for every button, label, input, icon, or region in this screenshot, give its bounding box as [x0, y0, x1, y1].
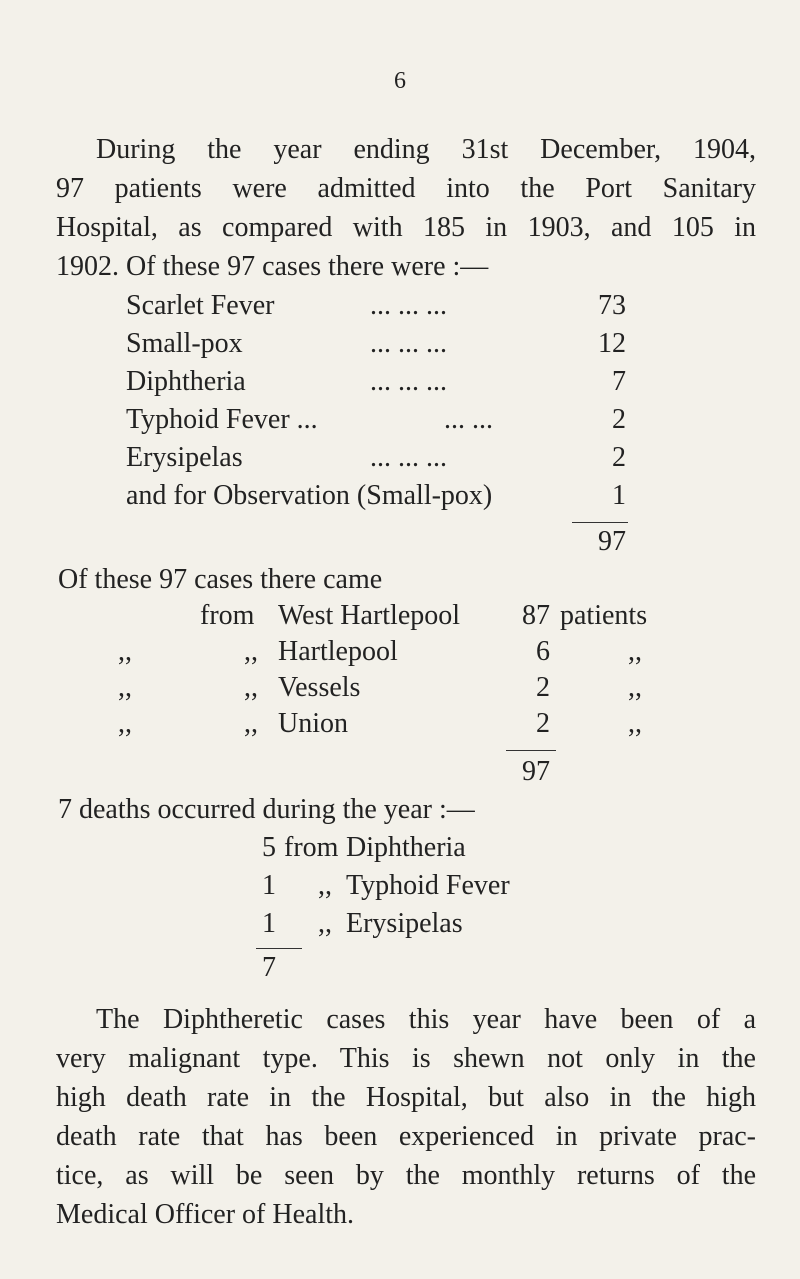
leader-dots: ... ... ...: [370, 366, 447, 397]
disease-count: 2: [612, 404, 626, 435]
death-count: 1: [262, 870, 276, 901]
closing-line: The Diphtheretic cases this year have been of a: [96, 1004, 756, 1035]
leader-dots: ... ... ...: [370, 328, 447, 359]
disease-count: 73: [598, 290, 626, 321]
death-cause: Typhoid Fever: [346, 870, 510, 901]
origin-count: 2: [536, 672, 550, 703]
disease-total: 97: [598, 526, 626, 557]
ditto-mark: ,,: [244, 636, 258, 667]
deaths-total: 7: [262, 952, 276, 983]
sum-rule: [572, 522, 628, 523]
death-count: 1: [262, 908, 276, 939]
ditto-mark: ,,: [628, 708, 642, 739]
origin-unit: patients: [560, 600, 648, 631]
intro-line: Hospital, as compared with 185 in 1903, and 105 in: [56, 212, 756, 243]
origin-place: West Hartlepool: [278, 600, 461, 631]
disease-count: 7: [612, 366, 626, 397]
origin-count: 2: [536, 708, 550, 739]
closing-paragraph: [56, 1000, 756, 1234]
ditto-mark: ,,: [244, 672, 258, 703]
ditto-mark: ,,: [118, 672, 132, 703]
ditto-mark: ,,: [118, 636, 132, 667]
origin-place: Hartlepool: [278, 636, 398, 667]
closing-line: death rate that has been experienced in private prac-: [56, 1121, 756, 1152]
ditto-mark: ,,: [318, 870, 332, 901]
leader-dots: ... ... ...: [370, 290, 447, 321]
page-number: 6: [394, 68, 406, 94]
leader-dots: ... ...: [444, 404, 493, 435]
ditto-mark: ,,: [628, 672, 642, 703]
disease-name: Typhoid Fever ...: [126, 404, 318, 435]
closing-line: Medical Officer of Health.: [56, 1199, 355, 1230]
origin-place: Vessels: [278, 672, 361, 703]
death-count: 5: [262, 832, 276, 863]
ditto-mark: ,,: [244, 708, 258, 739]
intro-line: During the year ending 31st December, 1904,: [96, 134, 756, 165]
origin-prep: from: [200, 600, 255, 631]
sum-rule: [256, 948, 302, 949]
intro-line: 97 patients were admitted into the Port Sanitary: [56, 173, 756, 204]
disease-name: Erysipelas: [126, 442, 243, 473]
disease-name: and for Observation (Small-pox): [126, 480, 493, 511]
origin-intro: Of these 97 cases there came: [58, 564, 383, 595]
origin-count: 6: [536, 636, 550, 667]
origin-place: Union: [278, 708, 348, 739]
disease-name: Scarlet Fever: [126, 290, 275, 321]
ditto-mark: ,,: [318, 908, 332, 939]
sum-rule: [506, 750, 556, 751]
origin-total: 97: [522, 756, 550, 787]
disease-count: 1: [612, 480, 626, 511]
disease-name: Small-pox: [126, 328, 243, 359]
ditto-mark: ,,: [118, 708, 132, 739]
death-prep: from: [284, 832, 339, 863]
deaths-intro: 7 deaths occurred during the year :—: [58, 794, 475, 825]
disease-count: 2: [612, 442, 626, 473]
leader-dots: ... ... ...: [370, 442, 447, 473]
disease-name: Diphtheria: [126, 366, 246, 397]
death-cause: Erysipelas: [346, 908, 463, 939]
intro-paragraph: [56, 130, 756, 286]
ditto-mark: ,,: [628, 636, 642, 667]
disease-count: 12: [598, 328, 626, 359]
closing-line: tice, as will be seen by the monthly returns of the: [56, 1160, 756, 1191]
origin-count: 87: [522, 600, 550, 631]
closing-line: very malignant type. This is shewn not only in the: [56, 1043, 756, 1074]
intro-line: 1902. Of these 97 cases there were :—: [56, 251, 489, 282]
death-cause: Diphtheria: [346, 832, 466, 863]
closing-line: high death rate in the Hospital, but also in the high: [56, 1082, 756, 1113]
